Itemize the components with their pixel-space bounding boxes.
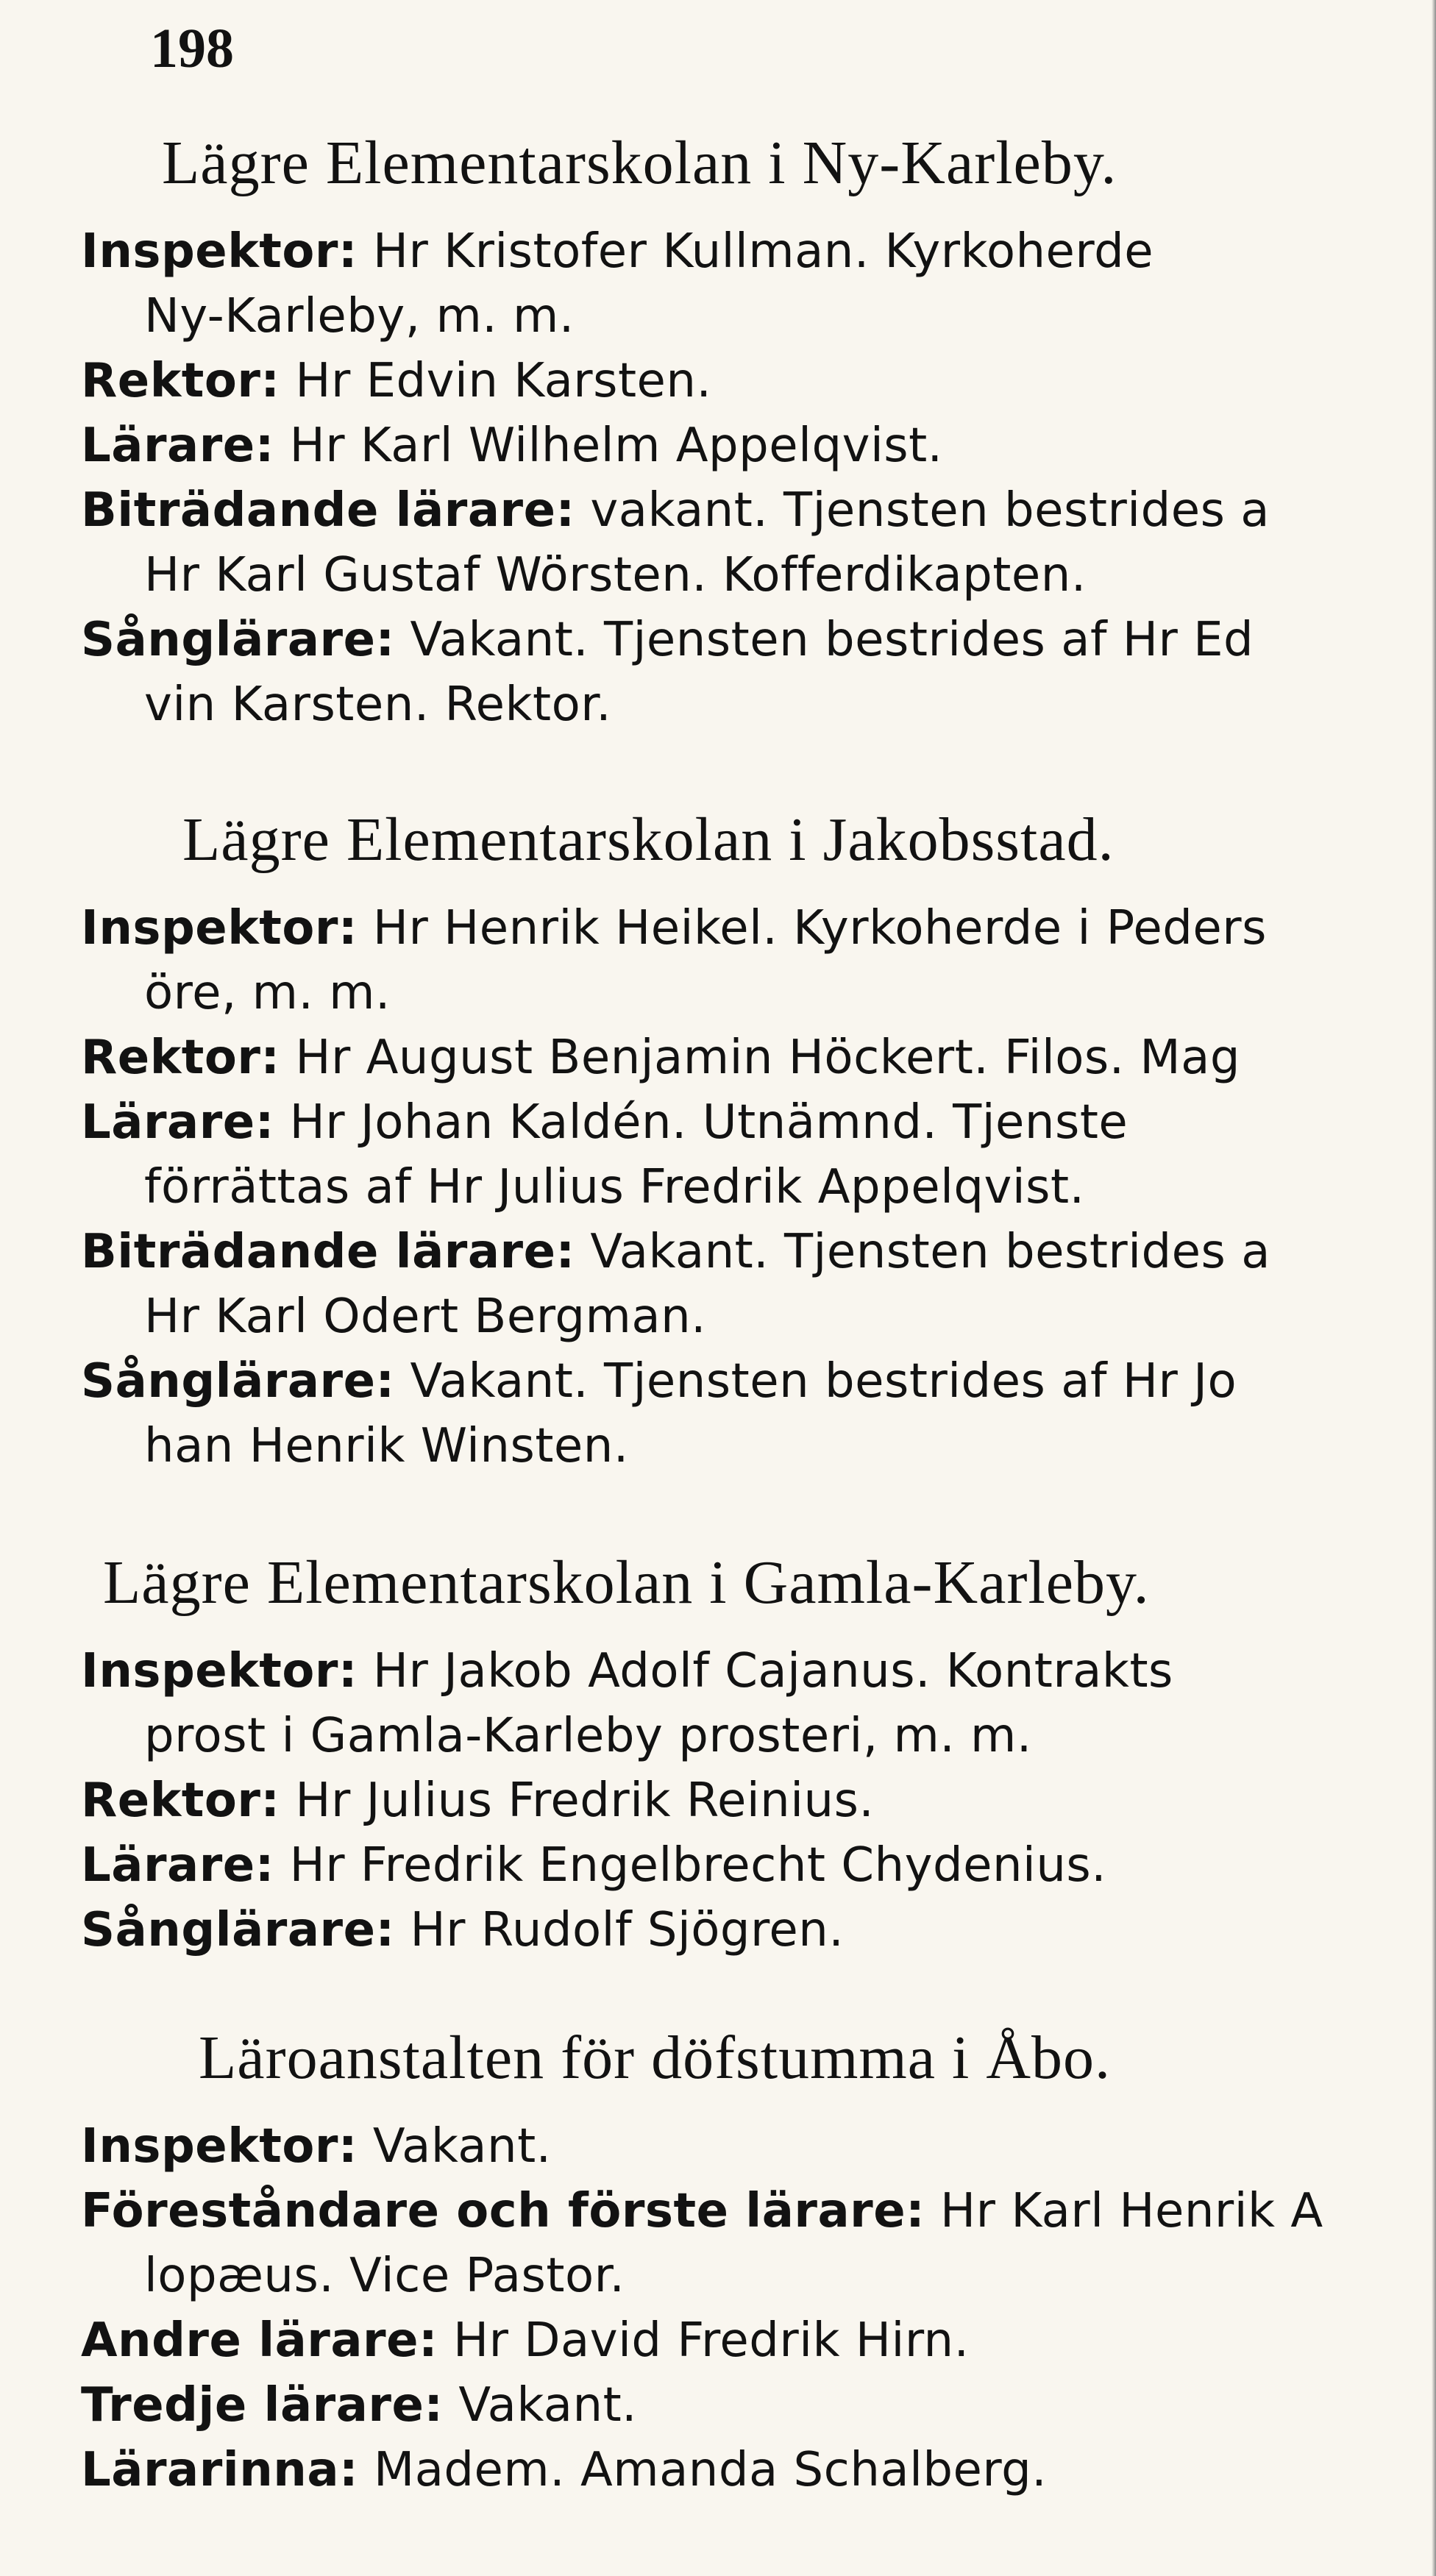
entry-value: Hr Kristofer Kullman. Kyrkoherde — [372, 224, 1154, 279]
entry-label: Inspektor: — [81, 1644, 358, 1698]
entry-label: Lärare: — [81, 1838, 274, 1893]
entry-label: Lärare: — [81, 419, 274, 473]
entry-value: Hr Fredrik Engelbrecht Chydenius. — [289, 1838, 1107, 1893]
entry-continuation: öre, m. m. — [144, 966, 391, 1020]
entry-value: Vakant. Tjensten bestrides af Hr Ed — [410, 613, 1254, 667]
entry-value: Hr Julius Fredrik Reinius. — [295, 1773, 875, 1828]
entry-value: vakant. Tjensten bestrides a — [590, 483, 1270, 538]
entry-label: Andre lärare: — [81, 2313, 438, 2368]
entry-value: Hr Karl Henrik A — [940, 2184, 1323, 2238]
entry-value: Hr Edvin Karsten. — [295, 354, 712, 408]
entry-label: Rektor: — [81, 354, 280, 408]
entry-value: Hr Johan Kaldén. Utnämnd. Tjenste — [289, 1095, 1128, 1150]
entry-label: Sånglärare: — [81, 1354, 395, 1409]
page-edge — [1432, 0, 1436, 2576]
entry-continuation: vin Karsten. Rektor. — [144, 677, 612, 732]
section-title: Lägre Elementarskolan i Gamla-Karleby. — [103, 1548, 1150, 1617]
entry-value: Hr Jakob Adolf Cajanus. Kontrakts — [372, 1644, 1173, 1698]
entry-label: Biträdande lärare: — [81, 483, 575, 538]
entry-value: Vakant. Tjensten bestrides af Hr Jo — [410, 1354, 1237, 1409]
entry-continuation: Hr Karl Gustaf Wörsten. Kofferdikapten. — [144, 548, 1087, 602]
entry-continuation: förrättas af Hr Julius Fredrik Appelqvist. — [144, 1160, 1085, 1214]
entry-continuation: han Henrik Winsten. — [144, 1419, 629, 1473]
entry-continuation: Ny-Karleby, m. m. — [144, 289, 575, 344]
entry-label: Rektor: — [81, 1031, 280, 1085]
entry-label: Lärare: — [81, 1095, 274, 1150]
entry-value: Hr Karl Wilhelm Appelqvist. — [289, 419, 943, 473]
entry-label: Inspektor: — [81, 901, 358, 956]
entry-value: Vakant. — [372, 2119, 552, 2174]
section-title: Läroanstalten för döfstumma i Åbo. — [199, 2024, 1112, 2092]
entry-label: Sånglärare: — [81, 1903, 395, 1957]
entry-label: Inspektor: — [81, 2119, 358, 2174]
entry-continuation: Hr Karl Odert Bergman. — [144, 1289, 706, 1344]
entry-continuation: prost i Gamla-Karleby prosteri, m. m. — [144, 1709, 1032, 1763]
section-title: Lägre Elementarskolan i Jakobsstad. — [182, 805, 1115, 874]
entry-value: Hr David Fredrik Hirn. — [452, 2313, 970, 2368]
entry-label: Lärarinna: — [81, 2443, 359, 2497]
entry-label: Inspektor: — [81, 224, 358, 279]
entry-value: Madem. Amanda Schalberg. — [373, 2443, 1048, 2497]
entry-value: Vakant. — [458, 2378, 637, 2433]
entry-label: Föreståndare och förste lärare: — [81, 2184, 925, 2238]
entry-label: Biträdande lärare: — [81, 1225, 575, 1279]
page-number: 198 — [150, 18, 234, 79]
section-title: Lägre Elementarskolan i Ny-Karleby. — [162, 129, 1117, 197]
entry-continuation: lopæus. Vice Pastor. — [144, 2249, 625, 2303]
entry-label: Tredje lärare: — [81, 2378, 444, 2433]
entry-value: Hr Rudolf Sjögren. — [410, 1903, 845, 1957]
entry-value: Hr August Benjamin Höckert. Filos. Mag — [295, 1031, 1240, 1085]
entry-label: Rektor: — [81, 1773, 280, 1828]
entry-value: Vakant. Tjensten bestrides a — [590, 1225, 1270, 1279]
entry-value: Hr Henrik Heikel. Kyrkoherde i Peders — [372, 901, 1267, 956]
entry-label: Sånglärare: — [81, 613, 395, 667]
